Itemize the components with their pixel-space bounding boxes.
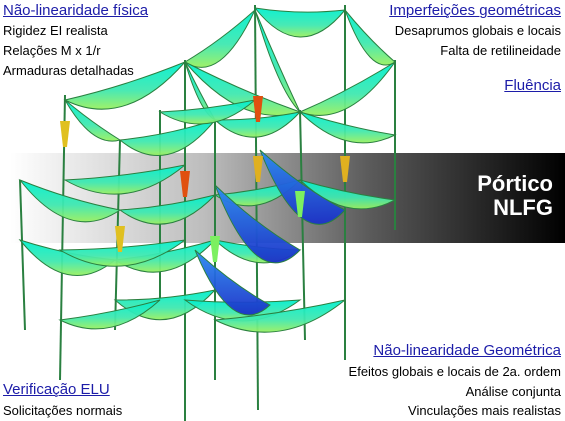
physical-item-1: Rigidez EI realista <box>3 23 108 38</box>
geometric-item-1: Efeitos globais e locais de 2a. ordem <box>348 364 561 379</box>
ulu-verification-heading[interactable]: Verificação ELU <box>3 381 110 398</box>
creep-heading[interactable]: Fluência <box>504 77 561 94</box>
beam-moment-diagram <box>300 62 395 115</box>
beam-moment-diagram <box>345 10 395 65</box>
geometric-item-2: Análise conjunta <box>465 384 561 399</box>
beam-moment-diagram <box>255 8 345 37</box>
geometric-item-3: Vinculações mais realistas <box>408 403 561 418</box>
beam-moment-diagram <box>120 120 215 156</box>
beam-moment-diagram <box>185 10 255 67</box>
beam-moment-diagram <box>300 112 395 143</box>
banner-line-2: NLFG <box>493 195 553 220</box>
physical-nonlinearity-heading[interactable]: Não-linearidade física <box>3 2 149 19</box>
physical-item-3: Armaduras detalhadas <box>3 63 134 78</box>
joint-stress-marker <box>60 121 70 147</box>
geometric-imperfections-heading[interactable]: Imperfeições geométricas <box>389 2 561 19</box>
banner-line-1: Pórtico <box>477 171 553 196</box>
ulu-item-1: Solicitações normais <box>3 403 123 418</box>
banner-title <box>413 172 553 220</box>
imperfections-item-1: Desaprumos globais e locais <box>394 23 561 38</box>
physical-item-2: Relações M x 1/r <box>3 43 101 58</box>
joint-stress-marker <box>210 236 220 262</box>
imperfections-item-2: Falta de retilineidade <box>440 43 561 58</box>
geometric-nonlinearity-heading[interactable]: Não-linearidade Geométrica <box>373 342 561 359</box>
